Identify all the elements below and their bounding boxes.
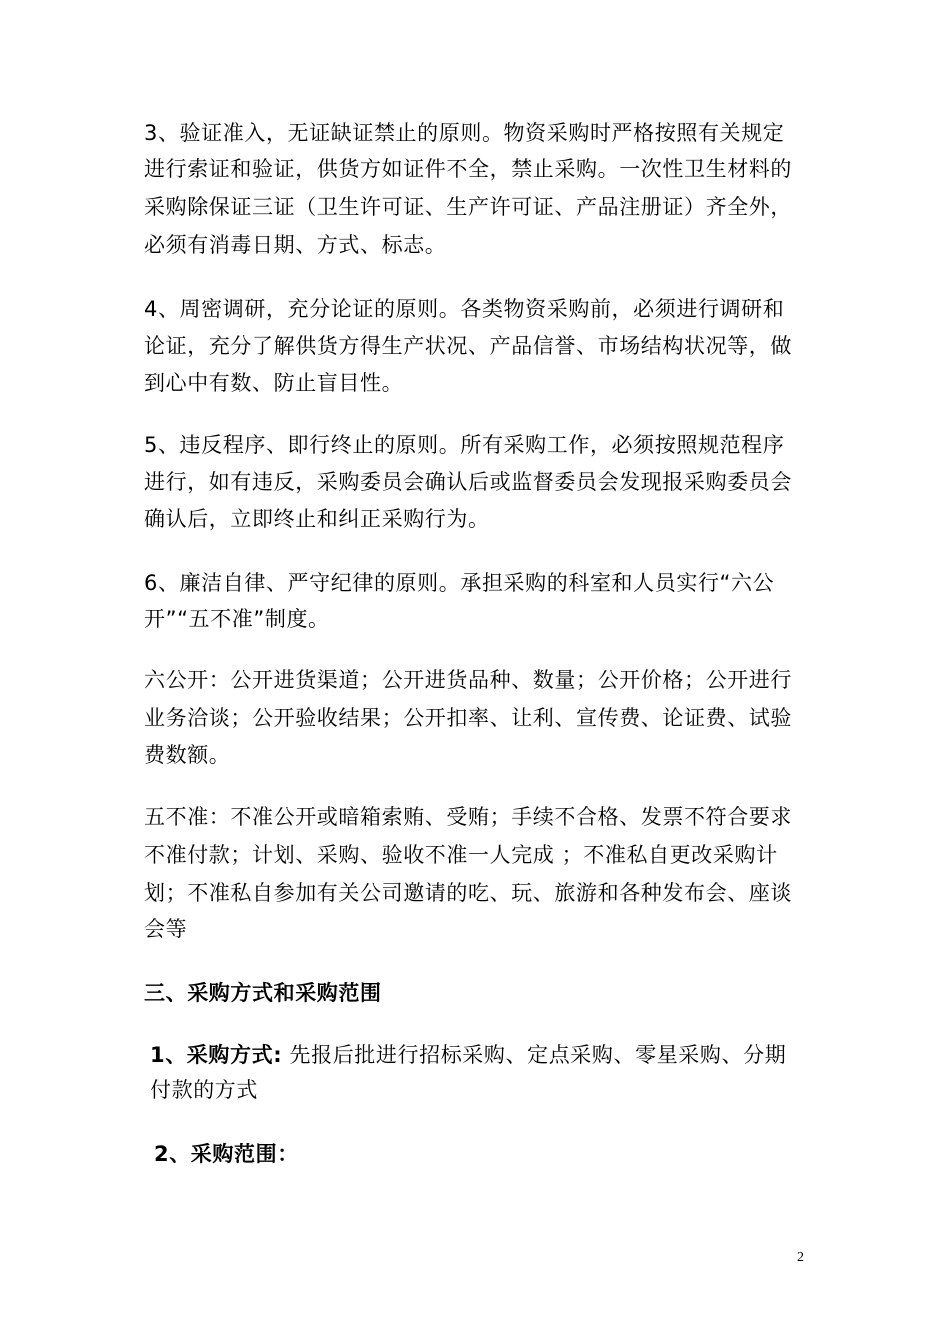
paragraph-line: 业务洽谈；公开验收结果；公开扣率、让利、宣传费、论证费、试验 (144, 706, 792, 730)
paragraph-line: 必须有消毒日期、方式、标志。 (144, 233, 447, 257)
paragraph-line: 确认后，立即终止和纠正采购行为。 (144, 507, 490, 531)
paragraph-line: 开”“五不准”制度。 (144, 607, 330, 631)
item-1-text: 先报后批进行招标采购、定点采购、零星采购、分期 (282, 1043, 787, 1067)
paragraph-line: 五不准：不准公开或暗箱索贿、受贿；手续不合格、发票不符合要求 (144, 805, 792, 829)
paragraph-line: 会等 (144, 917, 188, 941)
section-heading: 三、采购方式和采购范围 (144, 981, 382, 1005)
item-1 (150, 1042, 786, 1068)
paragraph-line: 5、违反程序、即行终止的原则。所有采购工作，必须按照规范程序 (144, 433, 785, 457)
item-1-label: 1、采购方式: (150, 1043, 283, 1067)
paragraph-line: 费数额。 (144, 743, 231, 767)
paragraph-line: 论证，充分了解供货方得生产状况、产品信誉、市场结构状况等，做 (144, 334, 792, 358)
paragraph-line: 进行索证和验证，供货方如证件不全，禁止采购。一次性卫生材料的 (144, 157, 792, 181)
item-1-line-2: 付款的方式 (150, 1078, 258, 1102)
paragraph-line: 6、廉洁自律、严守纪律的原则。承担采购的科室和人员实行“六公 (144, 571, 775, 595)
page-number: 2 (797, 1250, 804, 1265)
paragraph-line: 进行，如有违反，采购委员会确认后或监督委员会发现报采购委员会 (144, 470, 792, 494)
paragraph-line: 3、验证准入，无证缺证禁止的原则。物资采购时严格按照有关规定 (144, 121, 785, 145)
paragraph-line: 4、周密调研，充分论证的原则。各类物资采购前，必须进行调研和 (144, 297, 785, 321)
paragraph-line: 划；不准私自参加有关公司邀请的吃、玩、旅游和各种发布会、座谈 (144, 881, 792, 905)
paragraph-line: 采购除保证三证（卫生许可证、生产许可证、产品注册证）齐全外， (144, 195, 792, 219)
item-2-label: 2、采购范围： (154, 1142, 299, 1166)
paragraph-line: 到心中有数、防止盲目性。 (144, 371, 404, 395)
paragraph-line: 不准付款；计划、采购、验收不准一人完成 ；不准私自更改采购计 (144, 843, 778, 867)
paragraph-line: 六公开：公开进货渠道；公开进货品种、数量；公开价格；公开进行 (144, 668, 792, 692)
